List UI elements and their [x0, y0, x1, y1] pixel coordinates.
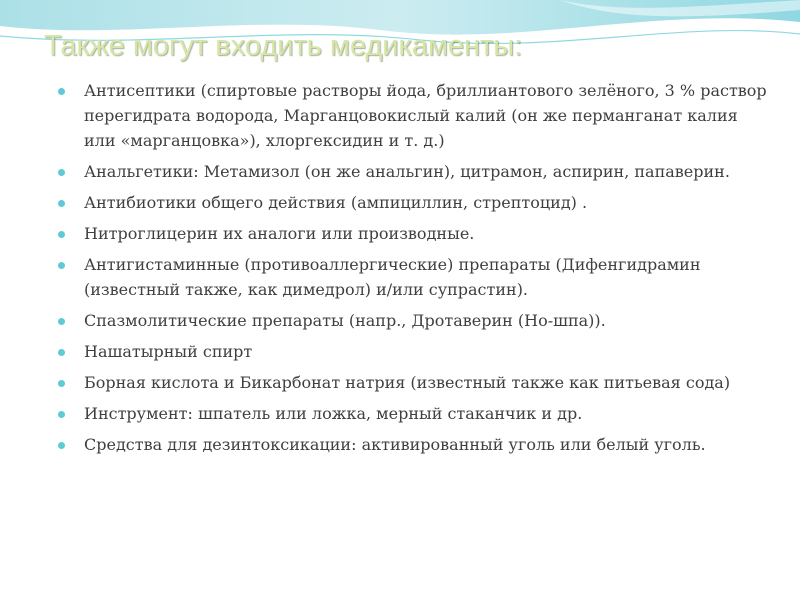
bullet-dot-icon: [58, 231, 65, 238]
list-item: [58, 190, 768, 215]
bullet-dot-icon: [58, 88, 65, 95]
list-item-text: Антибиотики общего действия (ампициллин, стрептоцид) .: [84, 193, 588, 212]
bullet-dot-icon: [58, 411, 65, 418]
bullet-dot-icon: [58, 349, 65, 356]
list-item-text: Средства для дезинтоксикации: активированный уголь или белый уголь.: [84, 435, 706, 454]
list-item: [58, 432, 768, 457]
list-item-text: Нитроглицерин их аналоги или производные.: [84, 224, 475, 243]
bullet-dot-icon: [58, 442, 65, 449]
bullet-dot-icon: [58, 200, 65, 207]
list-item-text: Нашатырный спирт: [84, 342, 253, 361]
bullet-dot-icon: [58, 318, 65, 325]
list-item-text: Антигистаминные (противоаллергические) препараты (Дифенгидрамин (известный также, как димедрол) и/или супрастин).: [84, 255, 701, 299]
list-item-text: Борная кислота и Бикарбонат натрия (известный также как питьевая сода): [84, 373, 731, 392]
list-item-text: Анальгетики: Метамизол (он же анальгин), цитрамон, аспирин, папаверин.: [84, 162, 730, 181]
bullet-dot-icon: [58, 169, 65, 176]
list-item: [58, 252, 768, 302]
slide-title: Также могут входить медикаменты:: [44, 30, 523, 62]
bullet-dot-icon: [58, 262, 65, 269]
list-item: [58, 370, 768, 395]
list-item: [58, 401, 768, 426]
list-item-text: Антисептики (спиртовые растворы йода, бриллиантового зелёного, 3 % раствор перегидрата водорода, Марганцовокислый калий (он же перманганат калия или «марганцовка»), хлоргексидин и т. д.): [84, 81, 767, 150]
list-item: [58, 308, 768, 333]
list-item: [58, 159, 768, 184]
list-item-text: Спазмолитические препараты (напр., Дротаверин (Но-шпа)).: [84, 311, 606, 330]
list-item: [58, 339, 768, 364]
list-item: [58, 221, 768, 246]
bullet-dot-icon: [58, 380, 65, 387]
bullet-list: [58, 78, 768, 463]
list-item: [58, 78, 768, 153]
list-item-text: Инструмент: шпатель или ложка, мерный стаканчик и др.: [84, 404, 583, 423]
